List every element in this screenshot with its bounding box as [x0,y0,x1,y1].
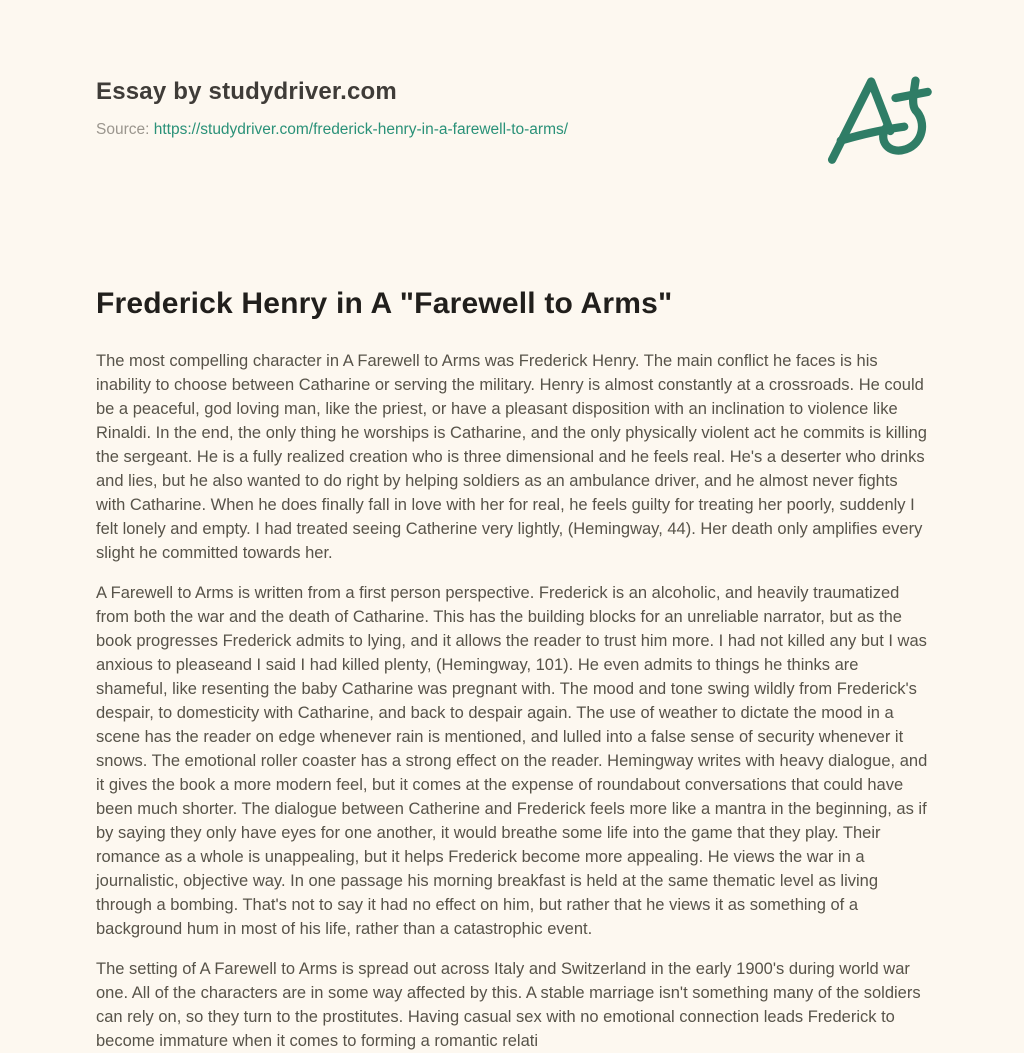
source-line [96,121,568,139]
source-url-link[interactable]: https://studydriver.com/frederick-henry-in-a-farewell-to-arms/ [153,121,569,138]
document-header [96,76,928,175]
essay-paragraph-3: The setting of A Farewell to Arms is spread out across Italy and Switzerland in the early 1900's during world war one. All of the characters are in some way affected by this. A stable marriage isn't something many of the soldiers can rely on, so they turn to the prostitutes. Having casual sex with no emotional connection leads Frederick to become immature when it comes to forming a romantic relati [96,960,921,1050]
studydriver-a-plus-logo-icon [826,66,932,175]
essay-paragraph-1: The most compelling character in A Farewell to Arms was Frederick Henry. The main conflict he faces is his inability to choose between Catharine or serving the military. Henry is almost constantly at a crossroads. He could be a peaceful, god loving man, like the priest, or have a pleasant disposition with an inclination to violence like Rinaldi. In the end, the only thing he worships is Catharine, and the only physically violent act he commits is killing the sergeant. He is a fully realized creation who is three dimensional and he feels real. He's a deserter who drinks and lies, but he also wanted to do right by helping soldiers as an ambulance driver, and he almost never fights with Catharine. When he does finally fall in love with her for real, he feels guilty for treating her poorly, suddenly I felt lonely and empty. I had treated seeing Catherine very lightly, (Hemingway, 44). Her death only amplifies every slight he committed towards her. [96,352,927,562]
article-body [96,349,928,1053]
essay-by-heading: Essay by studydriver.com [96,78,397,105]
article-title: Frederick Henry in A "Farewell to Arms" [96,287,673,320]
essay-paragraph-2: A Farewell to Arms is written from a first person perspective. Frederick is an alcoholic, and heavily traumatized from both the war and the death of Catharine. This has the building blocks for an unreliable narrator, but as the book progresses Frederick admits to lying, and it allows the reader to trust him more. I had not killed any but I was anxious to pleaseand I said I had killed plenty, (Hemingway, 101). He even admits to things he thinks are shameful, like resenting the baby Catharine was pregnant with. The mood and tone swing wildly from Frederick's despair, to domesticity with Catharine, and back to despair again. The use of weather to dictate the mood in a scene has the reader on edge whenever rain is mentioned, and lulled into a false sense of security whenever it snows. The emotional roller coaster has a strong effect on the reader. Hemingway writes with heavy dialogue, and it gives the book a more modern feel, but it comes at the expense of roundabout conversations that could have been much shorter. The dialogue between Catherine and Frederick feels more like a mantra in the beginning, as if by saying they only have eyes for one another, it would breathe some life into the game that they play. Their romance as a whole is unappealing, but it helps Frederick become more appealing. He views the war in a journalistic, objective way. In one passage his morning breakfast is held at the same thematic level as living through a bombing. That's not to say it had no effect on him, but rather that he views it as something of a background hum in most of his life, rather than a catastrophic event. [96,584,928,938]
header-text-block [96,76,568,139]
source-label: Source: [96,121,150,138]
